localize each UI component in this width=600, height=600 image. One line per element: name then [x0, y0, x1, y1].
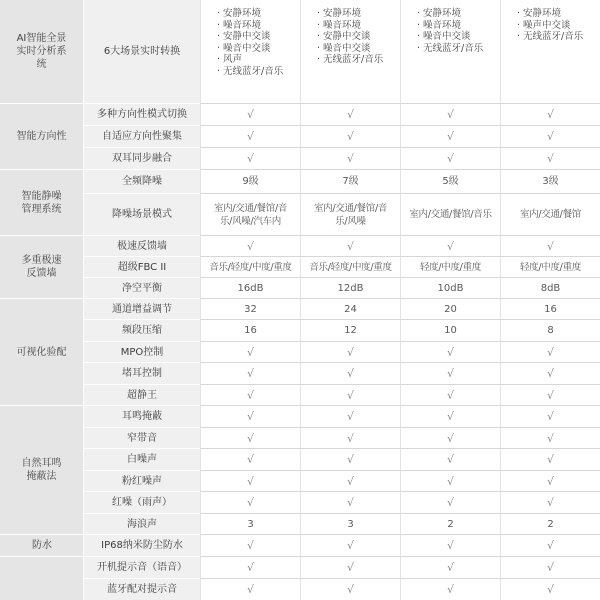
check-icon: √: [500, 448, 600, 470]
channel-value: 24: [300, 298, 400, 319]
table-row: [0, 193, 600, 235]
noise-level-value: 5级: [400, 169, 500, 193]
check-icon: √: [500, 103, 600, 125]
list-item: · 安静中交谈: [317, 31, 371, 42]
check-icon: √: [200, 362, 300, 384]
check-icon: √: [300, 384, 400, 405]
list-item: · 安静环境: [517, 8, 562, 19]
check-icon: √: [300, 103, 400, 125]
list-item: · 安静环境: [217, 8, 262, 19]
band-value: 12: [300, 319, 400, 341]
check-icon: √: [300, 470, 400, 491]
feature-label: 多种方向性模式切换: [83, 103, 200, 125]
scene-list: [217, 8, 298, 77]
category-tinnitus-masking: 自然耳鸣掩蔽法: [0, 405, 83, 534]
feature-label: IP68纳米防尘防水: [83, 534, 200, 556]
wave-sound-value: 2: [400, 513, 500, 534]
check-icon: √: [500, 534, 600, 556]
check-icon: √: [200, 534, 300, 556]
check-icon: √: [200, 341, 300, 362]
noise-level-value: 9级: [200, 169, 300, 193]
feature-label: 6大场景实时转换: [83, 0, 200, 103]
scene-list: [417, 8, 498, 54]
list-item: · 噪音中交谈: [417, 31, 471, 42]
feature-label: 白噪声: [83, 448, 200, 470]
check-icon: √: [500, 362, 600, 384]
list-item: · 噪声中交谈: [517, 19, 571, 31]
check-icon: √: [300, 491, 400, 513]
list-item: · 无线蓝牙/音乐: [417, 42, 484, 54]
table-row: [0, 448, 600, 470]
list-item: · 噪音中交谈: [217, 42, 271, 54]
check-icon: √: [400, 384, 500, 405]
check-icon: √: [500, 147, 600, 169]
table-row: [0, 277, 600, 298]
feature-label: 极速反馈墙: [83, 235, 200, 256]
check-icon: √: [400, 470, 500, 491]
check-icon: √: [300, 534, 400, 556]
wave-sound-value: 2: [500, 513, 600, 534]
check-icon: √: [200, 125, 300, 147]
headroom-value: 12dB: [300, 277, 400, 298]
table-row: [0, 362, 600, 384]
noise-level-value: 7级: [300, 169, 400, 193]
feature-label: 海浪声: [83, 513, 200, 534]
noise-level-value: 3级: [500, 169, 600, 193]
feature-label: MPO控制: [83, 341, 200, 362]
list-item: · 安静环境: [317, 8, 362, 19]
check-icon: √: [400, 125, 500, 147]
feature-label: 通道增益调节: [83, 298, 200, 319]
table-row: [0, 513, 600, 534]
table-row: [0, 0, 600, 103]
check-icon: √: [400, 235, 500, 256]
check-icon: √: [400, 448, 500, 470]
scene-list: [317, 8, 398, 66]
table-row: [0, 427, 600, 448]
table-row: [0, 319, 600, 341]
check-icon: √: [500, 125, 600, 147]
check-icon: √: [200, 103, 300, 125]
scene-list: [517, 8, 598, 43]
list-item: · 噪音环境: [417, 19, 462, 31]
category-feedback-wall: 多重极速反馈墙: [0, 235, 83, 298]
scene-list-cell: [300, 0, 400, 103]
feature-label: 窄带音: [83, 427, 200, 448]
feature-label: 堵耳控制: [83, 362, 200, 384]
headroom-value: 16dB: [200, 277, 300, 298]
table-row: [0, 405, 600, 427]
category-noise-management: 智能静噪管理系统: [0, 169, 83, 235]
band-value: 10: [400, 319, 500, 341]
check-icon: √: [500, 405, 600, 427]
check-icon: √: [200, 427, 300, 448]
category-ai-analysis: AI智能全景实时分析系统: [0, 0, 83, 103]
scene-list-cell: [200, 0, 300, 103]
check-icon: √: [300, 235, 400, 256]
check-icon: √: [500, 384, 600, 405]
check-icon: √: [200, 470, 300, 491]
scene-list-cell: [500, 0, 600, 103]
check-icon: √: [200, 235, 300, 256]
check-icon: √: [300, 362, 400, 384]
table-row: [0, 534, 600, 556]
scene-mode-value: 室内/交通/餐馆/音乐/风噪/汽车内: [200, 193, 300, 235]
check-icon: √: [200, 147, 300, 169]
wave-sound-value: 3: [300, 513, 400, 534]
check-icon: √: [400, 556, 500, 578]
feature-label: 超静王: [83, 384, 200, 405]
check-icon: √: [500, 470, 600, 491]
check-icon: √: [300, 125, 400, 147]
channel-value: 20: [400, 298, 500, 319]
check-icon: √: [300, 448, 400, 470]
list-item: · 无线蓝牙/音乐: [317, 54, 384, 65]
check-icon: √: [400, 534, 500, 556]
category-waterproof: 防水: [0, 534, 83, 556]
table-row: [0, 470, 600, 491]
headroom-value: 10dB: [400, 277, 500, 298]
wave-sound-value: 3: [200, 513, 300, 534]
scene-mode-value: 室内/交通/餐馆/音乐/风噪: [300, 193, 400, 235]
check-icon: √: [400, 405, 500, 427]
channel-value: 32: [200, 298, 300, 319]
fbc-mode-value: 轻度/中度/重度: [500, 256, 600, 277]
scene-mode-value: 室内/交通/餐馆/音乐: [400, 193, 500, 235]
check-icon: √: [200, 405, 300, 427]
check-icon: √: [500, 341, 600, 362]
fbc-mode-value: 音乐/轻度/中度/重度: [300, 256, 400, 277]
list-item: · 噪音环境: [217, 19, 262, 31]
table-row: [0, 256, 600, 277]
fbc-mode-value: 音乐/轻度/中度/重度: [200, 256, 300, 277]
table-row: [0, 125, 600, 147]
feature-label: 降噪场景模式: [83, 193, 200, 235]
table-row: [0, 578, 600, 600]
feature-label: 耳鸣掩蔽: [83, 405, 200, 427]
feature-label: 频段压缩: [83, 319, 200, 341]
check-icon: √: [200, 448, 300, 470]
check-icon: √: [500, 235, 600, 256]
check-icon: √: [400, 427, 500, 448]
check-icon: √: [500, 427, 600, 448]
feature-label: 粉红噪声: [83, 470, 200, 491]
headroom-value: 8dB: [500, 277, 600, 298]
feature-label: 全频降噪: [83, 169, 200, 193]
check-icon: √: [500, 578, 600, 600]
check-icon: √: [400, 103, 500, 125]
list-item: · 安静环境: [417, 8, 462, 19]
category-visual-fitting: 可视化验配: [0, 298, 83, 405]
feature-label: 蓝牙配对提示音: [83, 578, 200, 600]
check-icon: √: [200, 491, 300, 513]
table-row: [0, 556, 600, 578]
table-row: [0, 235, 600, 256]
check-icon: √: [300, 578, 400, 600]
feature-label: 双耳同步融合: [83, 147, 200, 169]
scene-mode-value: 室内/交通/餐馆: [500, 193, 600, 235]
table-row: [0, 103, 600, 125]
scene-list-cell: [400, 0, 500, 103]
check-icon: √: [400, 341, 500, 362]
channel-value: 16: [500, 298, 600, 319]
check-icon: √: [400, 362, 500, 384]
band-value: 16: [200, 319, 300, 341]
list-item: · 噪音环境: [317, 19, 362, 31]
check-icon: √: [400, 491, 500, 513]
list-item: · 风声: [217, 54, 243, 65]
feature-label: 开机提示音（语音）: [83, 556, 200, 578]
check-icon: √: [300, 405, 400, 427]
list-item: · 无线蓝牙/音乐: [217, 65, 284, 77]
feature-label: 超级FBC II: [83, 256, 200, 277]
list-item: · 噪音中交谈: [317, 42, 371, 54]
feature-label: 自适应方向性聚集: [83, 125, 200, 147]
check-icon: √: [500, 491, 600, 513]
table-row: [0, 169, 600, 193]
category-directional: 智能方向性: [0, 103, 83, 169]
check-icon: √: [200, 578, 300, 600]
table-row: [0, 298, 600, 319]
check-icon: √: [300, 556, 400, 578]
list-item: · 无线蓝牙/音乐: [517, 31, 584, 42]
check-icon: √: [400, 578, 500, 600]
fbc-mode-value: 轻度/中度/重度: [400, 256, 500, 277]
check-icon: √: [400, 147, 500, 169]
feature-label: 红噪（雨声）: [83, 491, 200, 513]
band-value: 8: [500, 319, 600, 341]
check-icon: √: [300, 427, 400, 448]
table-row: [0, 384, 600, 405]
table-row: [0, 341, 600, 362]
table-row: [0, 147, 600, 169]
check-icon: √: [200, 556, 300, 578]
check-icon: √: [500, 556, 600, 578]
check-icon: √: [200, 384, 300, 405]
check-icon: √: [300, 147, 400, 169]
category-prompt-tone: [0, 556, 83, 600]
check-icon: √: [300, 341, 400, 362]
list-item: · 安静中交谈: [217, 31, 271, 42]
feature-label: 净空平衡: [83, 277, 200, 298]
table-row: [0, 491, 600, 513]
